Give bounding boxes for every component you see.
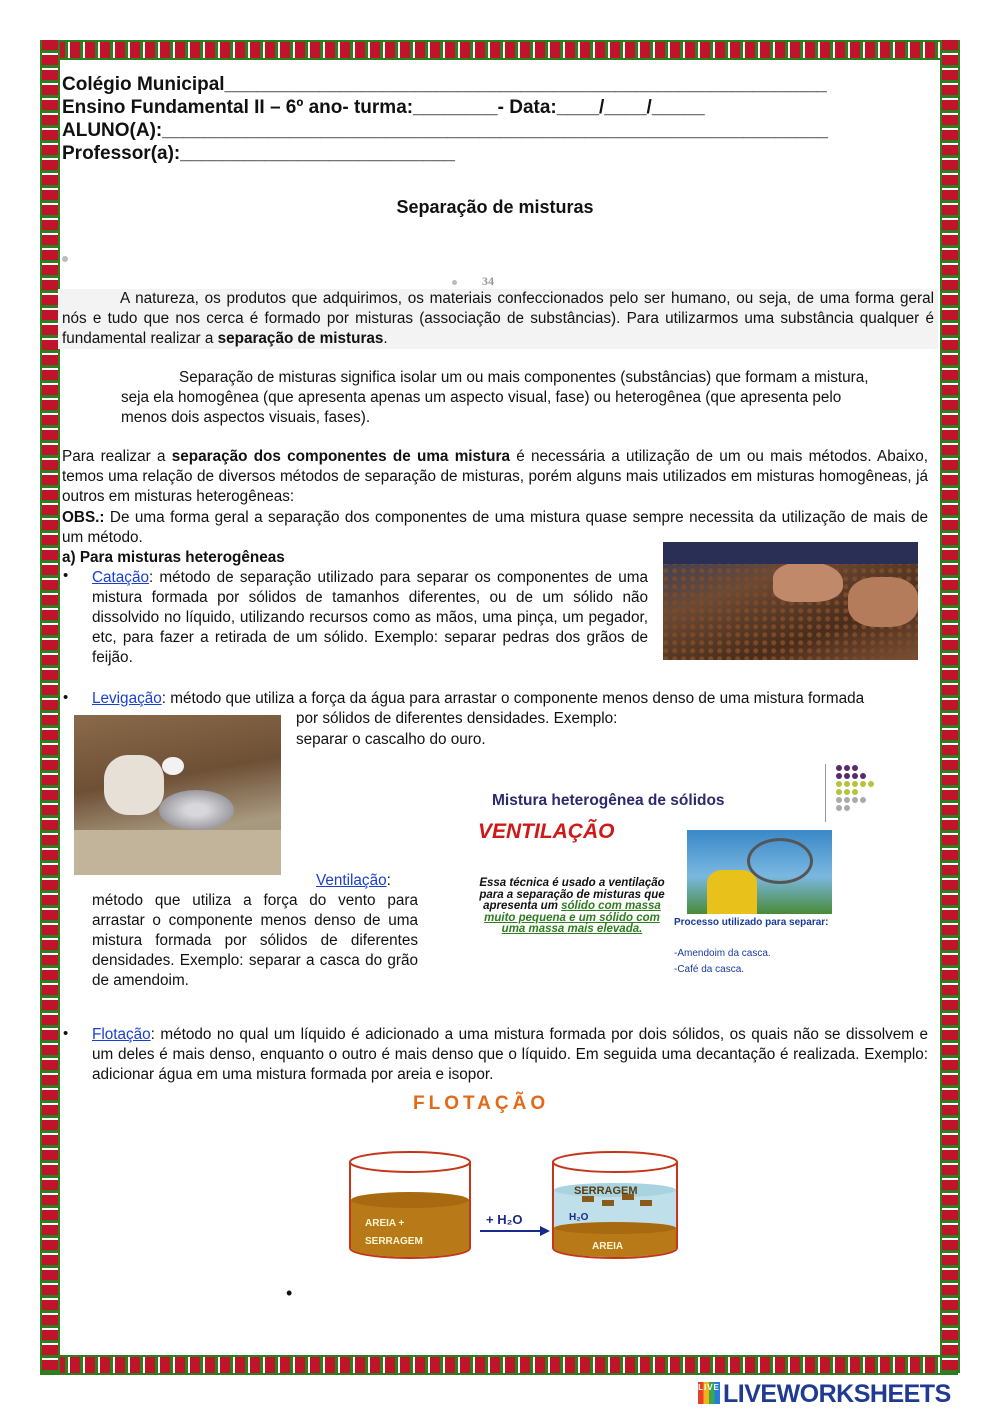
catacao-link[interactable]: Catação (92, 569, 149, 586)
beaker2-bottom-label: AREIA (592, 1241, 624, 1252)
header-grade-date: Ensino Fundamental II – 6º ano- turma:________- Data:____/____/_____ (62, 97, 705, 118)
beaker1-label-2: SERRAGEM (365, 1236, 423, 1247)
hand-shape (848, 577, 918, 627)
beaker-rim (553, 1152, 677, 1172)
catacao-photo (663, 542, 918, 660)
hand-shape (773, 562, 843, 602)
sawdust-piece (602, 1200, 614, 1206)
intro-paragraph: A natureza, os produtos que adquirimos, os materiais confeccionados pelo ser humano, ou seja, de uma forma geral nós e tudo que nos cerca é formado por misturas (associação de substâncias). Para utilizarmos uma substância qualquer é fundamental realizar a separação de misturas. (58, 289, 938, 349)
levigacao-line2: por sólidos de diferentes densidades. Exemplo: (296, 710, 618, 727)
bullet-dot: • (63, 1025, 69, 1042)
bullet-dot: • (63, 567, 69, 584)
ventilacao-figure (470, 760, 900, 990)
ventilacao-paragraph: método que utiliza a força do vento para arrastar o componente menos denso de uma mistura formada por sólidos de diferentes densidades. Exemplo: separar a casca do grão de amendoim. (92, 892, 418, 989)
flotacao-paragraph: Flotação: método no qual um líquido é adicionado a uma mistura formada por dois sólidos, os quais não se dissolvem e um deles é mais denso, enquanto o outro é mais denso que o líquido. Em seguida uma decantação é realizada. Exemplo: adicionar água em uma mistura formada por areia e isopor. (92, 1026, 928, 1083)
vent-process-item-2: -Café da casca. (674, 964, 745, 975)
ventilacao-link-line: Ventilação: (316, 872, 391, 889)
flotacao-figure (340, 1090, 690, 1265)
layer-surface (351, 1192, 469, 1208)
flotacao-title: FLOTAÇÃO (413, 1093, 550, 1114)
bullet-dot: • (63, 689, 69, 706)
person-shape (104, 755, 164, 815)
hat-shape (162, 757, 184, 775)
methods-paragraph: Para realizar a separação dos componentes de uma mistura é necessária a utilização de um ou mais métodos. Abaixo, temos uma relação de diversos métodos de separação de misturas, porém alguns mais utilizados em misturas homogêneas, já outros em misturas heterogêneas: (62, 448, 929, 505)
gold-pan-shape (159, 790, 234, 830)
sleeve-shape (663, 542, 918, 564)
liveworksheets-logo[interactable] (698, 1380, 994, 1408)
beaker-rim (350, 1152, 470, 1172)
ventilacao-link[interactable]: Ventilação (316, 872, 387, 889)
vent-process-item-1: -Amendoim da casca. (674, 948, 771, 959)
decorative-border-top (40, 40, 958, 60)
brand-name: LIVEWORKSHEETS (723, 1380, 951, 1408)
decorative-border-left (40, 40, 60, 1373)
sand-surface (554, 1222, 676, 1234)
vent-figure-subheading: VENTILAÇÃO (478, 820, 615, 843)
levigacao-photo (74, 715, 281, 875)
ventilacao-photo (687, 830, 832, 914)
header-student: ALUNO(A):_______________________________________________________________ (62, 120, 828, 141)
vent-figure-heading: Mistura heterogênea de sólidos (492, 792, 725, 809)
water-shape (74, 830, 281, 875)
section-heading-heterogeneous: a) Para misturas heterogêneas (62, 549, 285, 566)
vent-process-title: Processo utilizado para separar: (674, 917, 829, 928)
person-shape (707, 870, 757, 914)
levigacao-paragraph: Levigação: método que utiliza a força da água para arrastar o componente menos denso de uma mistura formada (92, 690, 865, 707)
arrow-head-icon (540, 1226, 550, 1236)
definition-paragraph: Separação de misturas significa isolar um ou mais componentes (substâncias) que formam a mistura, seja ela homogênea (que apresenta apenas um aspecto visual, fase) ou heterogênea (que apresenta pelo menos dois aspectos visuais, fases). (121, 369, 869, 426)
dots-decoration-icon (834, 764, 884, 816)
arrow-label: + H₂O (486, 1212, 523, 1227)
levigacao-line3: separar o cascalho do ouro. (296, 731, 486, 748)
beaker2-water-label: H₂O (569, 1212, 589, 1223)
beaker2-top-label: SERRAGEM (574, 1185, 638, 1197)
page-title: Separação de misturas (396, 197, 594, 217)
catacao-paragraph: Catação: método de separação utilizado para separar os componentes de uma mistura formada por sólidos de tamanhos diferentes, ou de um sólido não dissolvido no líquido, utilizando recursos como as mãos, uma pinça, um pegador, etc, para fazer a retirada de um sólido. Exemplo: separar pedras dos grãos de feijão. (92, 569, 648, 666)
vent-figure-description: Essa técnica é usado a ventilação para a separação de misturas que apresenta um sólido com massa muito pequena e um sólido com uma massa mais elevada. (479, 877, 665, 935)
bullet-dot (452, 280, 457, 285)
divider (825, 764, 826, 822)
header-teacher: Professor(a):__________________________ (62, 143, 455, 164)
obs-paragraph: OBS.: De uma forma geral a separação dos componentes de uma mistura quase sempre necessita da utilização de mais de um método. (62, 509, 928, 546)
bullet-dot (62, 256, 68, 262)
sawdust-piece (640, 1200, 652, 1206)
bullet-dot: • (286, 1283, 293, 1303)
sieve-shape (747, 838, 813, 884)
decorative-border-bottom (40, 1355, 958, 1375)
flotacao-link[interactable]: Flotação (92, 1026, 151, 1043)
levigacao-link[interactable]: Levigação (92, 690, 162, 707)
decorative-border-right (940, 40, 960, 1373)
header-school: Colégio Municipal_________________________________________________________ (62, 74, 827, 95)
live-logo-icon: LIVE (698, 1382, 720, 1404)
page-marker: 34 (482, 274, 494, 288)
beaker1-label-1: AREIA + (365, 1218, 405, 1229)
